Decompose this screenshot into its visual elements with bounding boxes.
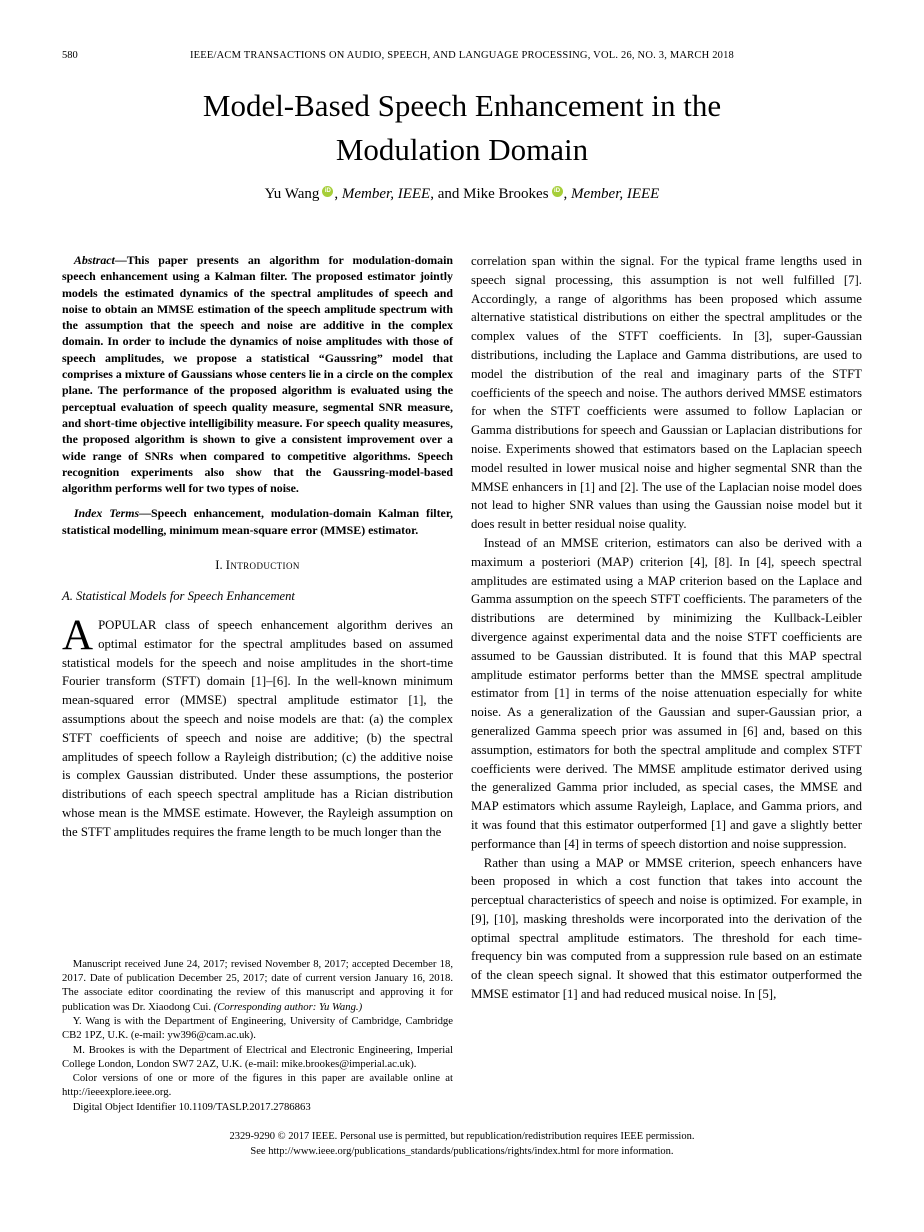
author-name: Yu Wang xyxy=(264,186,320,202)
body-paragraph: Rather than using a MAP or MMSE criterion, speech enhancers have been proposed in which a cost function that takes into account the perceptual characteristics of speech and noise is optimized. For example, in [9], [10], masking thresholds were incorporated into the derivation of the optimal spectral amplitude estimators. The threshold for each time-frequency bin was computed from a suppression rule based on an estimate of the clean speech signal. It showed that this estimator outperformed the MMSE estimator [1] and had reduced musical noise. In [5], xyxy=(471,855,862,1002)
abstract xyxy=(62,252,453,496)
copyright-footer xyxy=(0,1130,924,1159)
index-terms xyxy=(62,505,453,538)
page-header xyxy=(62,50,862,61)
footnote-manuscript xyxy=(62,957,453,1014)
section-heading xyxy=(62,558,453,573)
footnote-corresponding-author: (Corresponding author: Yu Wang.) xyxy=(213,1000,363,1013)
running-head: IEEE/ACM TRANSACTIONS ON AUDIO, SPEECH, AND LANGUAGE PROCESSING, VOL. 26, NO. 3, MARCH 2018 xyxy=(189,50,734,61)
two-column-body xyxy=(62,252,862,1114)
author-membership: Member, IEEE xyxy=(341,186,431,202)
footnote-doi: Digital Object Identifier 10.1109/TASLP.2017.2786863 xyxy=(72,1100,311,1113)
footnote-manuscript-text: Manuscript received June 24, 2017; revised November 8, 2017; accepted December 18, 2017. Date of publication December 25, 2017; date of current version January 16, 2018. The associate editor coordinating the review of this manuscript and approving it for publication was Dr. Xiaodong Cui. xyxy=(62,957,453,1013)
intro-paragraph-text: POPULAR class of speech enhancement algorithm derives an optimal estimator for the spectral amplitudes based on assumed statistical models for the speech and noise amplitudes in the short-time Fourier transform (STFT) domain [1]–[6]. In the well-known minimum mean-squared error (MMSE) spectral amplitude estimator [1], the assumptions about the speech and noise models are that: (a) the complex STFT coefficients of speech and noise are additive; (b) the spectral amplitudes of speech follow a Rayleigh distribution; (c) the additive noise is complex Gaussian distributed. Under these assumptions, the posterior distributions of each speech spectral amplitude has a Rician distribution whose mean is the MMSE estimate. However, the Rayleigh assumption on the STFT amplitudes requires the frame length to be much longer than the xyxy=(62,618,453,839)
paper-title: Model-Based Speech Enhancement in the Modulation Domain xyxy=(202,88,722,167)
left-column xyxy=(62,252,453,1114)
abstract-label: Abstract xyxy=(73,253,115,267)
footnote-color-versions: Color versions of one or more of the figures in this paper are available online at http://ieeexplore.ieee.org. xyxy=(62,1072,453,1099)
drop-cap: A xyxy=(62,612,94,660)
body-paragraph: correlation span within the signal. For the typical frame lengths used in speech signal processing, this assumption is not well fulfilled [7]. Accordingly, a range of algorithms has been proposed which assume alternative statistical distributions on either the spectral amplitudes or the complex values of the STFT coefficients. In [3], super-Gaussian distributions, including the Laplace and Gamma distributions, are used to model the distribution of the real and imaginary parts of the STFT coefficients of the speech and noise. The authors derived MMSE estimators for when the STFT coefficients were assumed to follow Laplacian or Gamma distributions for speech and Gaussian or Laplacian distributions for noise. Experiments showed that estimators based on the Laplacian speech model resulted in lower musical noise and higher segmental SNR than the MMSE enhancers in [1] and [2]. The use of the Laplacian noise model does not lead to higher SNR values than using the Gaussian noise model but it does result in better residual noise quality. xyxy=(471,254,862,532)
body-paragraph: Instead of an MMSE criterion, estimators can also be derived with a maximum a posteriori (MAP) criterion [4], [8]. In [4], speech spectral amplitudes are estimated using a MAP criterion based on the Laplace and Gamma assumption on the speech STFT coefficients. The parameters of the distributions are determined by minimizing the Kullback-Leibler divergence against experimental data and the noise STFT coefficients are assumed to be Gaussian distributed. It is found that this MAP spectral amplitude estimator performs better than the MMSE spectral amplitude estimator from [1] in terms of the noise attenuation especially for white noise. As a generalization of the Gaussian and super-Gaussian prior, a generalized Gamma speech prior was assumed in [6] and, based on this assumption, estimators for both the spectral amplitude and complex STFT coefficients were derived. The MMSE amplitude estimator derived using the generalized Gamma prior included, as special cases, the MMSE and MAP estimators which assume Rayleigh, Laplace, and Gamma priors, and it was found that this estimator outperformed [1] and gave a slightly better performance than [4] in terms of speech distortion and noise suppression. xyxy=(471,535,862,851)
footnote-affiliation: M. Brookes is with the Department of Electrical and Electronic Engineering, Imperial College London, London SW7 2AZ, U.K. (e-mail: mike.brookes@imperial.ac.uk). xyxy=(62,1043,453,1070)
copyright-line: 2329-9290 © 2017 IEEE. Personal use is permitted, but republication/redistribution requires IEEE permission. xyxy=(229,1131,695,1142)
author-separator: , xyxy=(334,186,342,202)
section-title: Introduction xyxy=(225,558,300,573)
index-terms-label: Index Terms xyxy=(73,506,140,521)
abstract-text: —This paper presents an algorithm for modulation-domain speech enhancement using a Kalman filter. The proposed estimator jointly models the estimated dynamics of the spectral amplitudes of speech and noise to obtain an MMSE estimation of the speech amplitude spectrum with the assumption that the speech and noise are additive in the complex domain. In order to include the dynamics of noise amplitudes with those of speech amplitudes, we propose a statistical “Gaussring” model that comprises a mixture of Gaussians whose centers lie in a circle on the complex plane. The performance of the proposed algorithm is evaluated using the perceptual evaluation of speech quality measure, segmental SNR measure, and short-time objective intelligibility measure. For speech quality measures, the proposed algorithm is shown to give a consistent improvement over a wide range of SNRs when compared to competitive algorithms. Speech recognition experiments also show that the Gaussring-model-based algorithm performs well for two types of noise. xyxy=(62,253,453,496)
author-conjunction: , and xyxy=(430,186,464,202)
first-page-footnote xyxy=(62,957,453,1114)
orcid-icon: iD xyxy=(552,186,563,197)
author-name: Mike Brookes xyxy=(463,186,549,202)
author-separator: , xyxy=(563,186,572,202)
orcid-icon: iD xyxy=(322,186,333,197)
footnote-affiliation: Y. Wang is with the Department of Engineering, University of Cambridge, Cambridge CB2 1PZ, U.K. (e-mail: yw396@cam.ac.uk). xyxy=(62,1014,453,1042)
intro-paragraph xyxy=(62,612,453,842)
authors-line xyxy=(0,186,924,203)
right-column xyxy=(471,252,862,1114)
subsection-heading: A. Statistical Models for Speech Enhancement xyxy=(62,589,295,604)
index-terms-text: —Speech enhancement, modulation-domain Kalman filter, statistical modelling, minimum mean-square error (MMSE) estimator. xyxy=(62,506,453,537)
section-number: I. xyxy=(215,558,223,573)
copyright-line: See http://www.ieee.org/publications_standards/publications/rights/index.html for more information. xyxy=(250,1145,674,1157)
author-membership: Member, IEEE xyxy=(571,186,660,202)
page-number: 580 xyxy=(62,50,78,61)
